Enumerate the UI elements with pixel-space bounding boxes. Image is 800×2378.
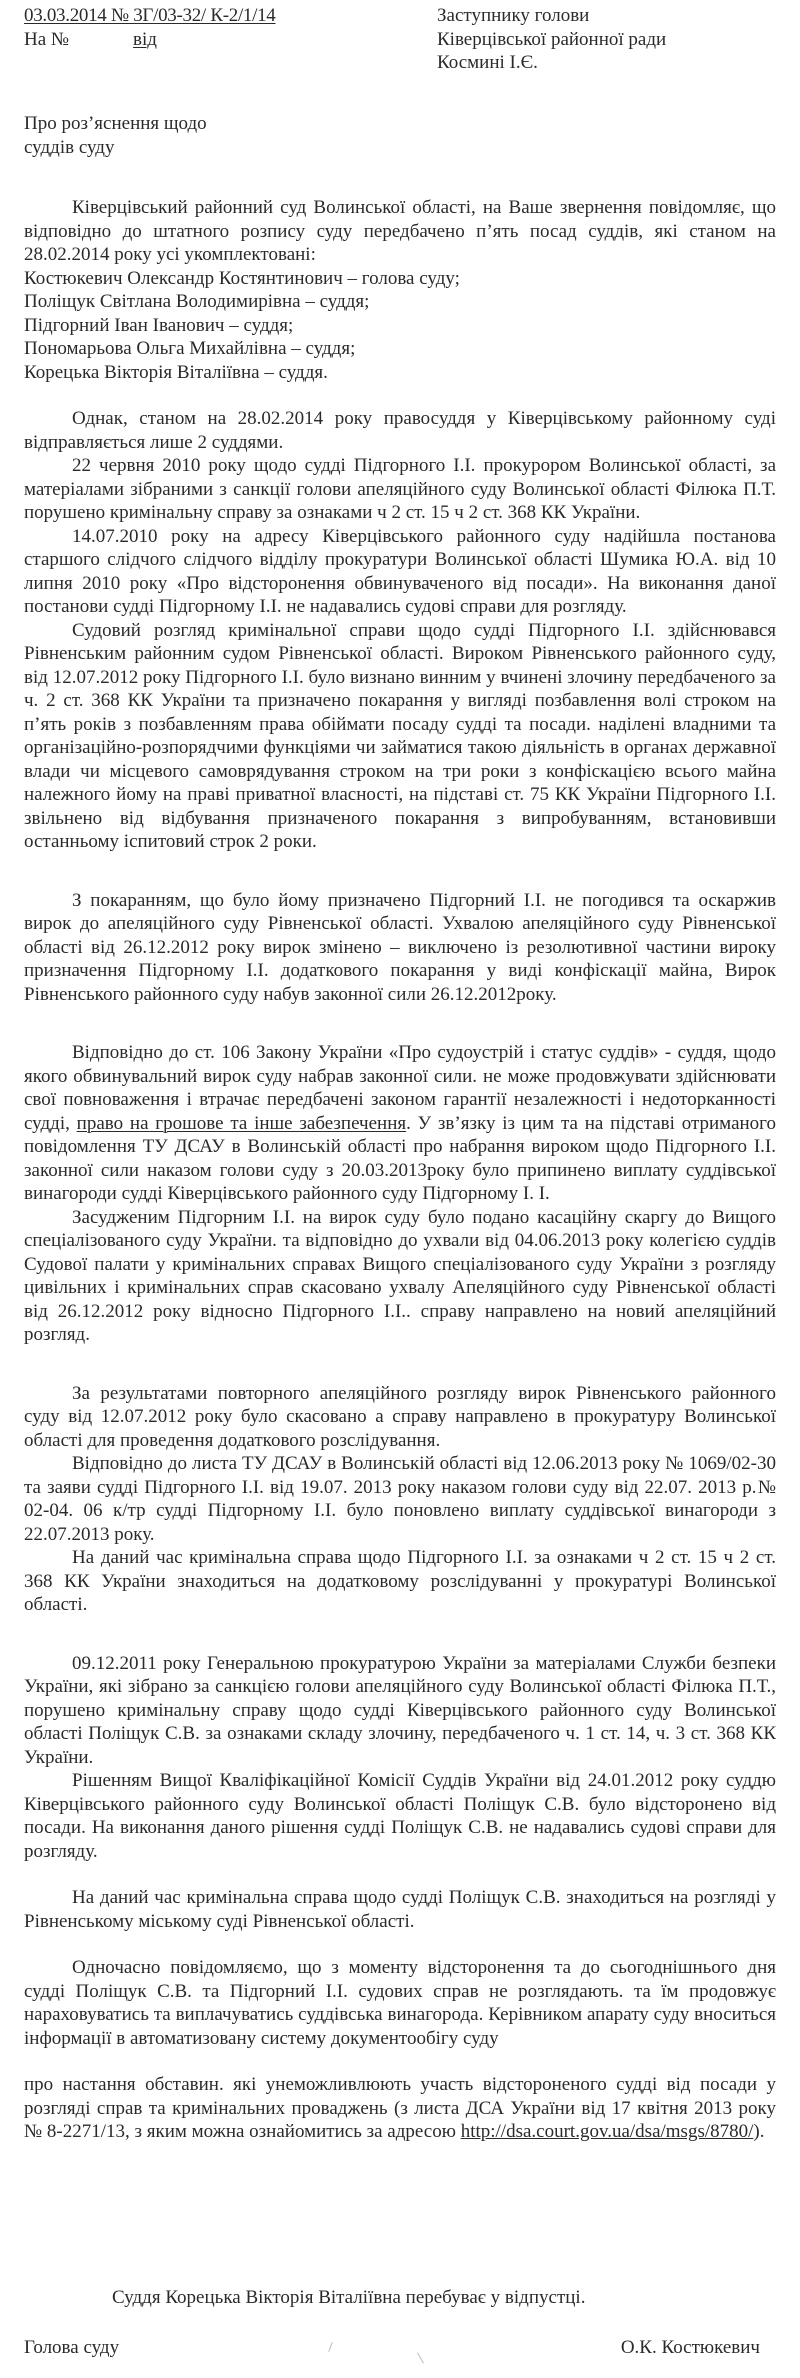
paragraph-vkks-decision: Рішенням Вищої Кваліфікаційної Комісії Суддів України від 24.01.2012 року суддю Ківерцівського районного суду Волинської області Поліщук С.В. було відсторонено від посади. На виконання даного рішення судді Поліщук С.В. не надавались судові справи для розгляду. xyxy=(24,1770,776,1862)
scan-mark xyxy=(417,2353,424,2364)
paragraph-salary-restored: Відповідно до листа ТУ ДСАУ в Волинській області від 12.06.2013 року № 1069/02-30 та заяви судді Підгорного І.І. від 19.07. 2013 року наказом голови суду від 22.07. 2013 р.№ 02-04. 06 к/тр судді Підгорному І.І. було поновлено виплату суддівської винагороди з 22.07.2013 року. xyxy=(24,1453,776,1545)
judge-item: Костюкевич Олександр Костянтинович – голова суду; xyxy=(24,267,460,289)
recipient-line: Ківерцівської районної ради xyxy=(437,28,667,50)
paragraph-case-status-pidgorny: На даний час кримінальна справа щодо Підгорного І.І. за ознаками ч 2 ст. 15 ч 2 ст. 368 КК України знаходиться на додатковому розслідуванні у прокуратурі Волинської області. xyxy=(24,1547,776,1615)
law-text-after: . У зв’язку із цим та на підставі отриманого повідомлення ТУ ДСАУ в Волинській області про набрання вироком щодо Підгорного І.І. законної сили наказом голови суду з 20.03.2013року було припинено виплату суддівської винагороди судді Ківерцівського районного суду Підгорному І. І. xyxy=(24,1112,776,1204)
paragraph-trial-verdict: Судовий розгляд кримінальної справи щодо судді Підгорного І.І. здійснювався Рівненським районним судом Рівненської області. Вироком Рівненського районного суду, від 12.07.2012 року Підгорного І.І. було визнано винним у вчинені злочину передбаченого за ч. 2 ст. 368 КК України та призначено покарання у вигляді позбавлення волі строком на п’ять років з позбавленням права обіймати посаду судді та посади. наділені владними та організаційно-розпорядчими функціями чи займатися такою діяльність в органах державної влади чи місцевого самоврядування строком на три роки з конфіскацією всього майна належного йому на праві приватної власності, на підставі ст. 75 КК України Підгорного І.І. звільнено від відбування призначеного покарання з випробуванням, встановивши останньому іспитовий строк 2 роки. xyxy=(24,619,776,852)
paragraph-law-article-106 xyxy=(24,1041,776,1206)
paragraph-cassation: Засудженим Підгорним І.І. на вирок суду було подано касаційну скаргу до Вищого спеціалізованого суду України. та відповідно до ухвали від 04.06.2013 року колегією суддів Судової палати у кримінальних справах Вищого спеціалізованого суду України з розгляду цивільних і кримінальних справ скасовано ухвалу Апеляційного суду Рівненської області від 26.12.2012 року відносно Підгорного І.І.. справу направлено на новий апеляційний розгляд. xyxy=(24,1206,776,1345)
subject-block xyxy=(24,112,324,159)
paragraph-suspension-order: 14.07.2010 року на адресу Ківерцівського районного суду надійшла постанова старшого слідчого слідчого відділу прокуратури Волинської області Шумика Ю.А. від 10 липня 2010 року «Про відсторонення обвинуваченого від посади». На виконання даної постанови судді Підгорному І.І. не надавались судові справи для розгляду. xyxy=(24,525,776,617)
recipient-block xyxy=(437,4,800,75)
scan-mark xyxy=(328,2342,332,2352)
paragraph-judges-working: Однак, станом на 28.02.2014 року правосуддя у Ківерцівському районному суді відправляється лише 2 суддями. xyxy=(24,408,776,453)
letter-body xyxy=(24,196,776,2144)
judge-item: Підгорний Іван Іванович – суддя; xyxy=(24,314,294,336)
dsa-letter-text: про настання обставин. які унеможливлюють участь відстороненого судді від посади у розгляді справ та кримінальних проваджень (з листа ДСА України від 17 квітня 2013 року № 8-2271/13, з яким можна ознайомитись за адресою xyxy=(24,2074,776,2142)
paragraph-dsa-letter xyxy=(24,2073,776,2144)
law-text-before: Відповідно до ст. 106 Закону України «Про судоустрій і статус суддів» - суддя, щодо якого обвинувальний вирок суду набрав законної сили. не може продовжувати здійснювати свої повноваження і втрачає передбачені законом гарантії незалежності і недоторканності судді, xyxy=(24,1042,776,1134)
incoming-number-label: На № xyxy=(24,28,70,50)
signature-name: О.К. Костюкевич xyxy=(620,2337,760,2358)
judge-item: Пономарьова Ольга Михайлівна – суддя; xyxy=(24,338,356,359)
paragraph-case-opened-polishchuk: 09.12.2011 року Генеральною прокуратурою України за матеріалами Служби безпеки України, які зібрано за санкцією голови апеляційного суду Волинської області Філюка П.Т., порушено кримінальну справу щодо судді Ківерцівського районного суду Волинської області Поліщук С.В. за ознаками складу злочину, передбаченого ч. 1 ст. 14, ч. 3 ст. 368 КК України. xyxy=(24,1652,776,1768)
judge-item: Поліщук Світлана Володимирівна – суддя; xyxy=(24,291,370,312)
judges-list xyxy=(24,267,776,385)
paragraph-appeal: З покаранням, що було йому призначено Підгорний І.І. не погодився та оскаржив вирок до апеляційного суду Рівненської області. Ухвалою апеляційного суду Рівненської області від 26.12.2012 року вирок змінено – виключено із резолютивної частини вироку призначення Підгорному І.І. додаткового покарання у виді конфіскації майна, Вирок Рівненського районного суду набув законної сили 26.12.2012року. xyxy=(24,889,776,1005)
dsa-letter-end: ). xyxy=(753,2121,765,2142)
recipient-line: Космині І.Є. xyxy=(437,52,538,73)
vacation-note xyxy=(24,2286,776,2310)
paragraph-case-status-polishchuk: На даний час кримінальна справа щодо судді Поліщук С.В. знаходиться на розгляді у Рівненському міському суді Рівненської області. xyxy=(24,1887,776,1932)
vacation-note-text: Суддя Корецька Вікторія Віталіївна перебуває у відпустці. xyxy=(112,2287,586,2308)
incoming-reference xyxy=(24,28,384,52)
paragraph-simultaneous-notice: Одночасно повідомляємо, що з моменту відсторонення та до сьогоднішнього дня судді Поліщук С.В. та Підгорний І.І. судових справ не розглядають. та їм продовжує нараховуватись та виплачуватись суддівська винагорода. Керівником апарату суду вноситься інформації в автоматизовану систему документообігу суду xyxy=(24,1957,776,2049)
law-text-underlined: право на грошове та інше забезпечення xyxy=(76,1112,407,1134)
dsa-letter-link[interactable]: http://dsa.court.gov.ua/dsa/msgs/8780/ xyxy=(460,2121,754,2142)
incoming-from-label: від xyxy=(133,28,157,50)
judge-item: Корецька Вікторія Віталіївна – суддя. xyxy=(24,361,328,383)
intro-paragraph: Ківерцівський районний суд Волинської області, на Ваше звернення повідомляє, що відповідно до штатного розпису суду передбачено п’ять посад суддів, які станом на 28.02.2014 року усі укомплектовані: xyxy=(24,197,776,265)
paragraph-case-opened-pidgorny: 22 червня 2010 року щодо судді Підгорного І.І. прокурором Волинської області, за матеріалами зібраними з санкції голови апеляційного суду Волинської області Філюка П.Т. порушено кримінальну справу за ознаками ч 2 ст. 15 ч 2 ст. 368 КК України. xyxy=(24,455,776,523)
document-reference-block xyxy=(24,4,384,51)
subject-line: Про роз’яснення щодо xyxy=(24,113,207,134)
subject-line: суддів суду xyxy=(24,136,115,158)
signature-position: Голова суду xyxy=(24,2337,120,2358)
outgoing-reference: 03.03.2014 № 3Г/03-32/ К-2/1/14 xyxy=(24,5,276,26)
recipient-line: Заступнику голови xyxy=(437,5,590,26)
paragraph-retrial-result: За результатами повторного апеляційного розгляду вирок Рівненського районного суду від 12.07.2012 року було скасовано а справу направлено в прокуратуру Волинської області для проведення додаткового розслідування. xyxy=(24,1382,776,1451)
